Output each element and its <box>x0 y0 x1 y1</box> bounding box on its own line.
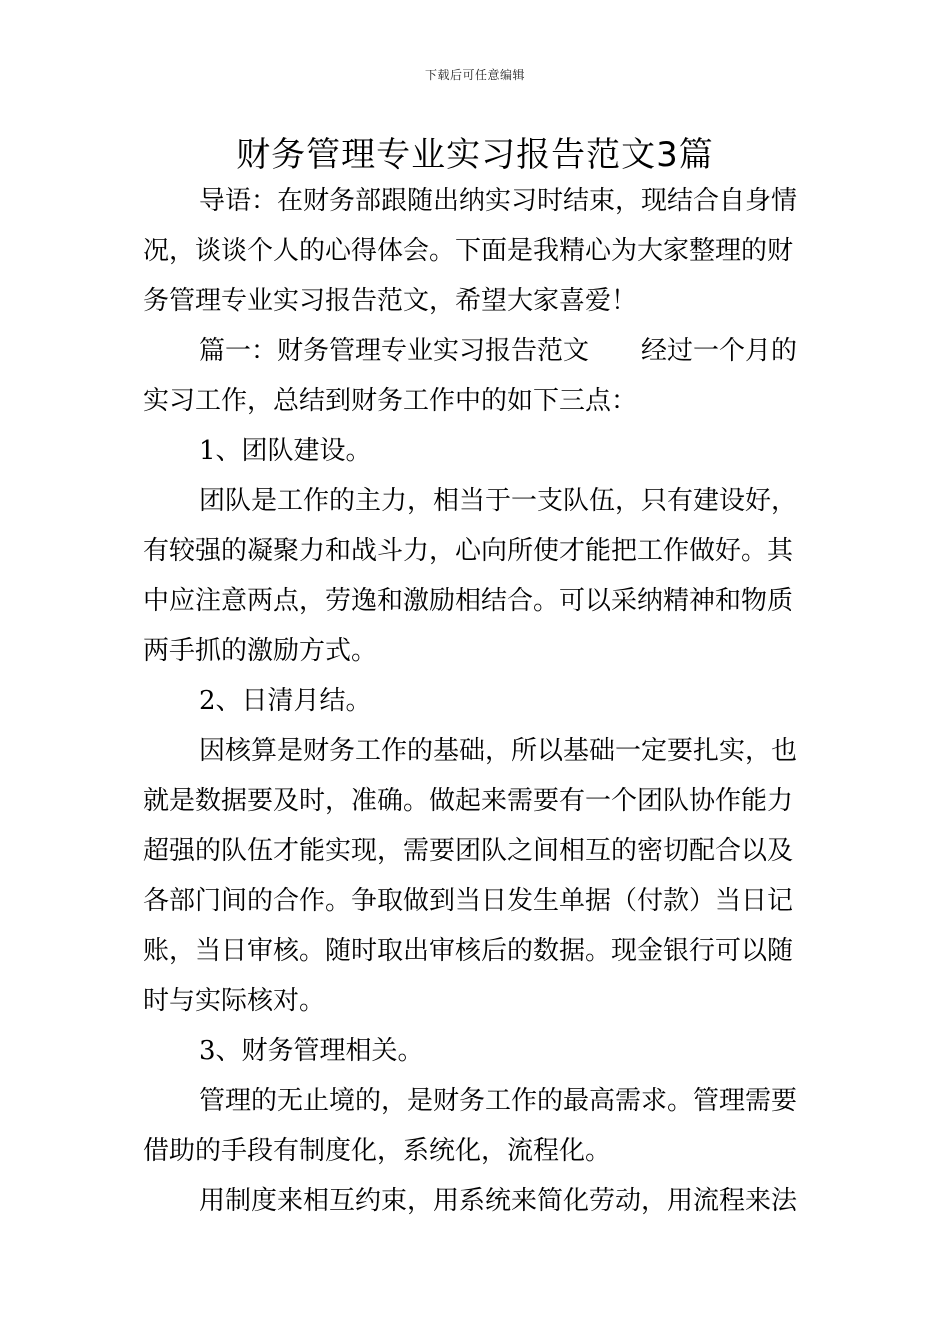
section-heading-daily: 2、日清月结。 <box>199 686 372 716</box>
paragraph-management: 管理的无止境的，是财务工作的最高需求。管理需要借助的手段有制度化，系统化，流程化。 <box>143 1086 798 1166</box>
paragraph-intro: 导语：在财务部跟随出纳实习时结束，现结合自身情况，谈谈个人的心得体会。下面是我精心为大家整理的财务管理专业实习报告范文，希望大家喜爱！ <box>143 186 798 316</box>
paragraph-tools: 用制度来相互约束，用系统来简化劳动，用流程来法 <box>199 1186 798 1216</box>
header-note: 下载后可任意编辑 <box>424 68 525 82</box>
paragraph-part-one-intro: 篇一：财务管理专业实习报告范文 经过一个月的实习工作，总结到财务工作中的如下三点： <box>143 336 798 416</box>
document-body <box>143 176 808 1226</box>
section-heading-management: 3、财务管理相关。 <box>199 1036 424 1066</box>
document-title: 财务管理专业实习报告范文3篇 <box>236 135 714 175</box>
paragraph-daily: 因核算是财务工作的基础，所以基础一定要扎实，也就是数据要及时，准确。做起来需要有一个团队协作能力超强的队伍才能实现，需要团队之间相互的密切配合以及各部门间的合作。争取做到当日发生单据（付款）当日记账，当日审核。随时取出审核后的数据。现金银行可以随时与实际核对。 <box>143 736 798 1016</box>
paragraph-team: 团队是工作的主力，相当于一支队伍，只有建设好，有较强的凝聚力和战斗力，心向所使才能把工作做好。其中应注意两点，劳逸和激励相结合。可以采纳精神和物质两手抓的激励方式。 <box>143 486 798 666</box>
section-heading-team: 1、团队建设。 <box>199 436 372 466</box>
